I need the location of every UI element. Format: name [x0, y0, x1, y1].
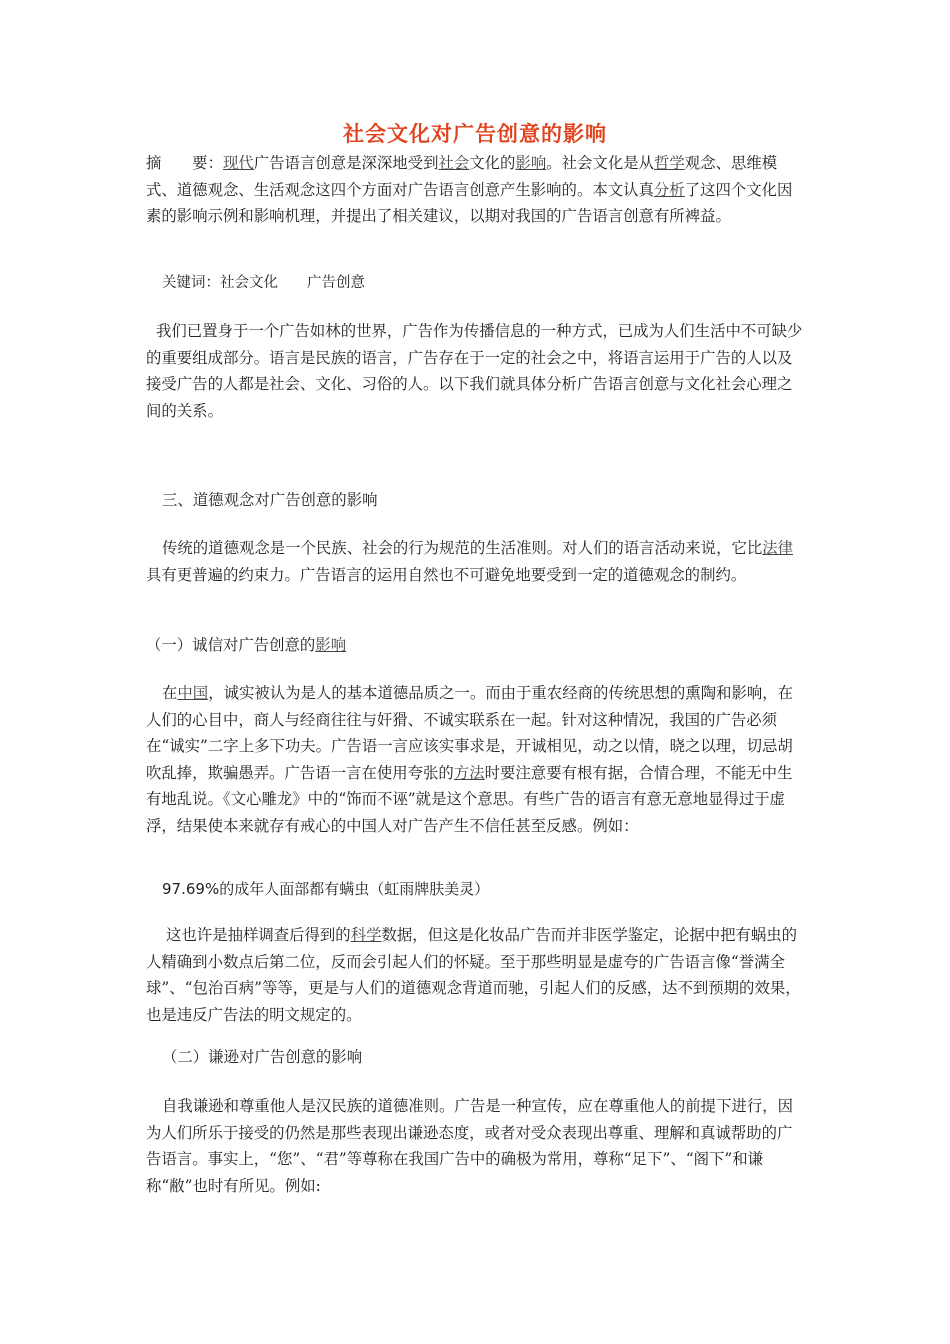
abstract-text: 。社会文化是从 [546, 154, 654, 172]
link-law[interactable]: 法律 [762, 539, 794, 557]
abstract [146, 150, 806, 230]
para-text: 具有更普遍的约束力。广告语言的运用自然也不可避免地要受到一定的道德观念的制约。 [146, 565, 747, 584]
example-ad: 97.69%的成年人面部都有螨虫（虹雨牌肤美灵） [162, 880, 490, 898]
subheading-2: （二）谦逊对广告创意的影响 [162, 1048, 363, 1066]
para-text: 时要注意要有根有据，合情合理，不能无中生有地乱说。《文心雕龙》中的“饰而不诬”就是这个意思。有些广告的语言有意无意地显得过于虚浮，结果使本来就存有戒心的中国人对广告产生不信任甚至反感。例如： [146, 763, 793, 835]
section3-paragraph [146, 535, 806, 588]
sub1-paragraph-2 [146, 922, 806, 1028]
document-title: 社会文化对广告创意的影响 [343, 122, 607, 146]
link-method[interactable]: 方法 [453, 763, 485, 782]
abstract-link-influence[interactable]: 影响 [515, 154, 547, 172]
subheading-text: （一）诚信对广告创意的 [146, 636, 316, 654]
abstract-link-analysis[interactable]: 分析 [653, 180, 685, 199]
keywords: 关键词：社会文化 广告创意 [162, 275, 365, 291]
subheading-1 [146, 632, 806, 659]
sub1-paragraph [146, 680, 806, 839]
abstract-text: 了这四个文化因素的影响示例和影响机理，并提出了相关建议，以期对我国的广告语言创意有所裨益。 [146, 180, 793, 225]
para-text: 在 [162, 684, 178, 702]
abstract-label: 摘 要： [146, 154, 223, 172]
intro-paragraph: 我们已置身于一个广告如林的世界，广告作为传播信息的一种方式，已成为人们生活中不可缺少的重要组成部分。语言是民族的语言，广告存在于一定的社会之中，将语言运用于广告的人以及接受广告的人都是社会、文化、习俗的人。以下我们就具体分析广告语言创意与文化社会心理之间的关系。 [146, 322, 803, 420]
para-text: 传统的道德观念是一个民族、社会的行为规范的生活准则。对人们的语言活动来说，它比 [162, 539, 763, 557]
para-text: 数据，但这是化妆品广告而并非医学鉴定，论据中把有蜗虫的人精确到小数点后第二位，反而会引起人们的怀疑。至于那些明显是虚夸的广告语言像“誉满全球”、“包治百病”等等，更是与人们的道德观念背道而驰，引起人们的反感，达不到预期的效果，也是违反广告法的明文规定的。 [146, 926, 801, 1024]
abstract-text: 文化的 [469, 154, 516, 172]
link-science[interactable]: 科学 [350, 926, 382, 944]
para-text: ，诚实被认为是人的基本道德品质之一。而由于重农经商的传统思想的熏陶和影响，在人们的心目中，商人与经商往往与奸猾、不诚实联系在一起。针对这种情况，我国的广告必须在“诚实”二字上多下功夫。广告语一言应该实事求是，开诚相见，动之以情，晓之以理，切忌胡吹乱捧，欺骗愚弄。广告语一言在使用夸张的 [146, 684, 794, 782]
para-text: 这也许是抽样调查后得到的 [166, 926, 351, 944]
link-china[interactable]: 中国 [177, 684, 209, 702]
abstract-link-philosophy[interactable]: 哲学 [654, 154, 685, 172]
sub2-paragraph: 自我谦逊和尊重他人是汉民族的道德准则。广告是一种宣传，应在尊重他人的前提下进行，因为人们所乐于接受的仍然是那些表现出谦逊态度，或者对受众表现出尊重、理解和真诚帮助的广告语言。事实上，“您”、“君”等尊称在我国广告中的确极为常用，尊称“足下”、“阁下”和谦称“敝”也时有所见。例如: [146, 1097, 794, 1195]
abstract-text: 观念、思维模式、道德观念、生活观念这四个方面对广告语言创意产生影响的。本文认真 [146, 154, 778, 199]
link-influence[interactable]: 影响 [315, 636, 347, 654]
abstract-text: 广告语言创意是深深地受到 [253, 154, 439, 172]
section-heading-3: 三、道德观念对广告创意的影响 [162, 491, 378, 509]
abstract-link-modern[interactable]: 现代 [222, 154, 254, 172]
abstract-link-society[interactable]: 社会 [438, 154, 470, 172]
